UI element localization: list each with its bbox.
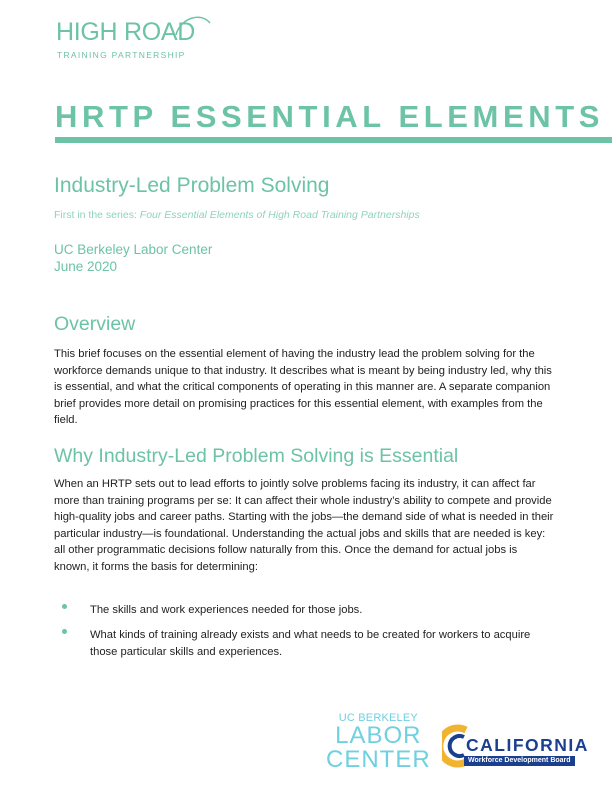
page-title: HRTP ESSENTIAL ELEMENTS <box>55 99 605 134</box>
labor-center-line2: LABOR <box>335 722 422 749</box>
labor-center-line1: UC BERKELEY <box>338 712 418 724</box>
bullet-item: The skills and work experiences needed for those jobs. <box>90 604 363 616</box>
overview-paragraph: This brief focuses on the essential element of having the industry lead the problem solving for the workforce demands unique to that industry. It describes what is meant by being industry led, why this is essential, and what the critical components of operating in this manner are. A separate companion brief provides more detail on promising practices for this essential element, with examples from the field. <box>54 348 552 426</box>
overview-heading: Overview <box>54 313 136 335</box>
document-subtitle: Industry-Led Problem Solving <box>54 174 330 197</box>
series-line <box>54 209 420 222</box>
why-paragraph: When an HRTP sets out to lead efforts to jointly solve problems facing its industry, it can affect far more than training programs per se: It can affect their whole industry’s ability to compete and provide high-quality jobs and career paths. Starting with the jobs—the demand side of what is needed in their particular industry—is foundational. Understanding the actual jobs and skills that are needed is key: all other programmatic decisions follow naturally from this. Once the demand for actual jobs is known, it forms the basis for determining: <box>54 478 554 573</box>
labor-center-logo <box>326 713 431 772</box>
california-wordmark: CALIFORNIA <box>466 735 589 755</box>
high-road-logo-subtitle: TRAINING PARTNERSHIP <box>57 50 186 60</box>
bullet-marker <box>62 604 67 609</box>
series-title: Four Essential Elements of High Road Training Partnerships <box>139 209 420 221</box>
organization-name: UC Berkeley Labor Center <box>54 242 213 257</box>
road-arch-icon <box>170 9 214 35</box>
high-road-logo-text: HIGH ROAD <box>56 18 195 46</box>
bullet-marker <box>62 629 67 634</box>
title-divider <box>55 137 612 143</box>
publication-date: June 2020 <box>54 259 118 274</box>
bullet-item: What kinds of training already exists and what needs to be created for workers to acquire those particular skills and experiences. <box>90 629 531 658</box>
why-heading: Why Industry-Led Problem Solving is Essential <box>54 445 459 467</box>
workforce-board-label: Workforce Development Board <box>464 756 575 766</box>
labor-center-line3: CENTER <box>326 746 431 773</box>
series-prefix: First in the series: <box>54 209 140 221</box>
